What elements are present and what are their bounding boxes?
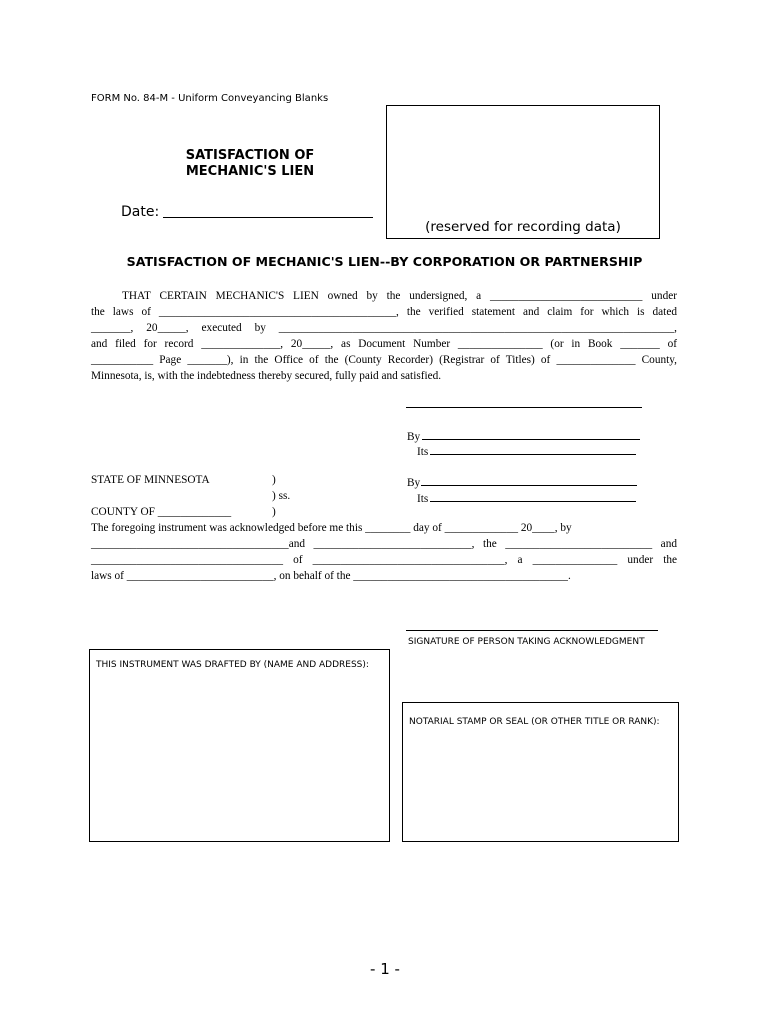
title-line-2: MECHANIC'S LIEN xyxy=(185,164,315,179)
notarial-stamp-box[interactable] xyxy=(402,702,679,842)
document-heading: SATISFACTION OF MECHANIC'S LIEN--BY CORPORATION OR PARTNERSHIP xyxy=(126,254,643,269)
body-line: ___________ Page _______), in the Office of the (County Recorder) (Registrar of Titles) of ______________ County, xyxy=(91,354,677,366)
by-signature-line-1[interactable] xyxy=(422,428,640,440)
drafted-by-box[interactable] xyxy=(89,649,390,842)
body-line: Minnesota, is, with the indebtedness thereby secured, fully paid and satisfied. xyxy=(91,370,442,382)
its-title-line-2[interactable] xyxy=(430,490,636,502)
its-row-1 xyxy=(417,443,636,458)
venue-paren-1: ) xyxy=(272,474,276,486)
its-row-2 xyxy=(417,490,636,505)
date-label: Date: xyxy=(121,204,160,220)
lien-statement xyxy=(91,288,677,384)
ack-line: The foregoing instrument was acknowledged before me this ________ day of _____________ 20____, by xyxy=(91,522,572,534)
by-label: By xyxy=(407,431,421,443)
ack-line: laws of __________________________, on behalf of the ______________________________________. xyxy=(91,570,571,582)
drafted-by-label: THIS INSTRUMENT WAS DRAFTED BY (NAME AND ADDRESS): xyxy=(96,660,369,670)
body-line: _______, 20_____, executed by ______________________________________________________________________, xyxy=(91,322,677,334)
owner-name-line[interactable] xyxy=(406,407,642,408)
venue-state: STATE OF MINNESOTA xyxy=(91,474,210,486)
venue-ss: ) ss. xyxy=(272,490,291,502)
form-number: FORM No. 84-M - Uniform Conveyancing Blanks xyxy=(91,93,329,104)
venue-paren-3: ) xyxy=(272,506,276,518)
by-row-2 xyxy=(407,474,637,489)
by-label: By xyxy=(407,477,421,489)
date-row xyxy=(121,203,373,220)
date-field[interactable] xyxy=(163,203,373,218)
ack-line: ___________________________________and ____________________________, the __________________________ and xyxy=(91,538,677,550)
body-line: and filed for record ______________, 20_____, as Document Number _______________ (or in Book _______ of xyxy=(91,338,677,350)
its-label: Its xyxy=(417,446,429,458)
venue-county: COUNTY OF _____________ xyxy=(91,506,232,518)
its-label: Its xyxy=(417,493,429,505)
body-line: the laws of __________________________________________, the verified statement and claim for which is dated xyxy=(91,306,677,318)
form-title xyxy=(150,148,350,180)
notary-signature-line[interactable] xyxy=(406,630,658,631)
notary-signature-label: SIGNATURE OF PERSON TAKING ACKNOWLEDGMENT xyxy=(408,637,645,647)
by-row-1 xyxy=(407,428,640,443)
title-line-1: SATISFACTION OF xyxy=(185,148,315,163)
acknowledgment-text xyxy=(91,520,677,584)
notarial-stamp-label: NOTARIAL STAMP OR SEAL (OR OTHER TITLE OR RANK): xyxy=(409,717,660,727)
recording-box-note: (reserved for recording data) xyxy=(425,219,621,235)
page-number: - 1 - xyxy=(370,960,400,978)
its-title-line-1[interactable] xyxy=(430,443,636,455)
body-line: THAT CERTAIN MECHANIC'S LIEN owned by the undersigned, a ___________________________ under xyxy=(122,290,677,302)
ack-line: __________________________________ of __________________________________, a _______________ under the xyxy=(91,554,677,566)
recording-data-box xyxy=(386,105,660,239)
by-signature-line-2[interactable] xyxy=(421,474,637,486)
